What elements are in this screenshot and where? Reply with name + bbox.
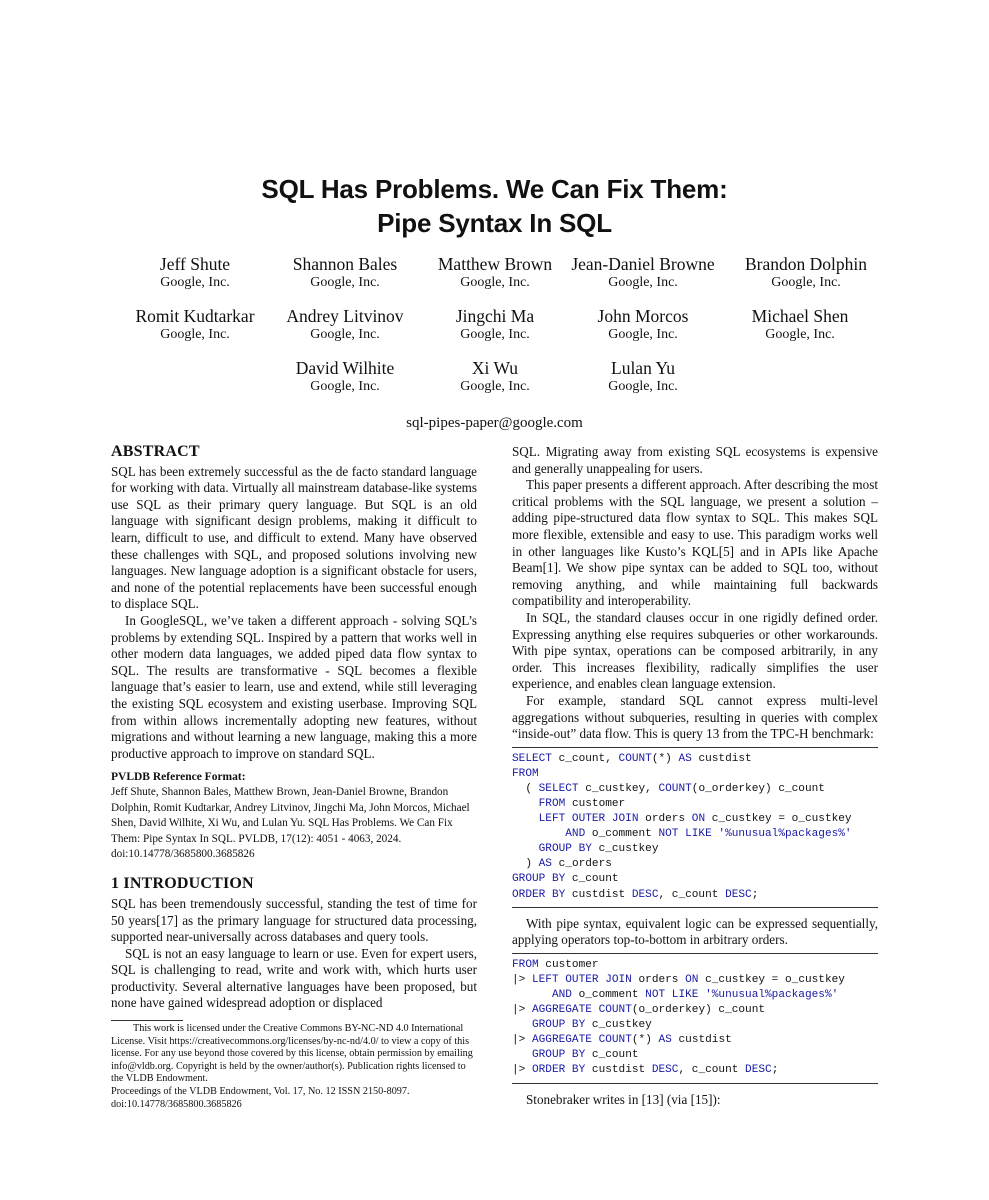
code-text: (o_orderkey) c_count: [691, 782, 825, 795]
code-line: [512, 1018, 878, 1033]
code-keyword: LEFT OUTER JOIN: [531, 973, 632, 986]
code-text: (*): [651, 752, 679, 765]
author-affiliation: Google, Inc.: [160, 275, 230, 290]
footnote: [111, 1023, 477, 1111]
code-line: [512, 812, 878, 827]
code-line: [512, 767, 878, 782]
code-line: [512, 888, 878, 903]
code-line: [512, 827, 878, 842]
code-text: c_custkey: [585, 1019, 652, 1032]
code-line: [512, 842, 878, 857]
author-affiliation: Google, Inc.: [160, 327, 230, 342]
author-affiliation: Google, Inc.: [771, 275, 841, 290]
author-block: [260, 306, 430, 344]
author-affiliation: Google, Inc.: [460, 327, 530, 342]
code-text: o_comment: [585, 828, 659, 841]
right-paragraph-2: In SQL, the standard clauses occur in one rigidly defined order. Expressing anything else requires subqueries or other workarounds. With pipe syntax, operations can be composed arbitrarily, in any order. This increases flexibility, radically simplifies the user experience, and enables clean language extension.: [512, 609, 878, 692]
paper-title-line-1: SQL Has Problems. We Can Fix Them:: [261, 174, 728, 204]
code-keyword: COUNT: [618, 752, 652, 765]
code-text: [592, 1004, 599, 1016]
code-line: [512, 973, 878, 988]
author-name: Romit Kudtarkar: [135, 306, 255, 326]
author-affiliation: Google, Inc.: [310, 379, 380, 394]
author-name: Jean-Daniel Browne: [571, 254, 715, 274]
author-name: Jeff Shute: [159, 254, 231, 274]
author-block: [721, 254, 891, 292]
code-text: custdist: [585, 1064, 652, 1077]
code-text: |>: [512, 1064, 532, 1077]
author-block: [558, 306, 728, 344]
author-block: [260, 358, 430, 396]
code-text: custdist: [565, 888, 632, 901]
code-keyword: COUNT: [658, 782, 692, 795]
author-name: Lulan Yu: [611, 358, 675, 378]
code-keyword: FROM: [512, 958, 539, 971]
code-keyword: NOT LIKE: [645, 989, 699, 1001]
author-affiliation: Google, Inc.: [765, 327, 835, 342]
code-keyword: AND: [565, 828, 586, 841]
code-keyword: DESC: [651, 1064, 679, 1077]
footnote-rule: [111, 1020, 183, 1021]
right-paragraph-0: SQL. Migrating away from existing SQL ecosystems is expensive and generally unappealing for users.: [512, 444, 878, 476]
right-paragraph-5: Stonebraker writes in [13] (via [15]):: [526, 1091, 721, 1107]
right-paragraph-4: With pipe syntax, equivalent logic can be expressed sequentially, applying operators top-to-bottom in arbitrary orders.: [512, 915, 878, 948]
left-column: [111, 444, 477, 1111]
pvldb-reference-text: Jeff Shute, Shannon Bales, Matthew Brown, Jean-Daniel Browne, Brandon Dolphin, Romit Kudtarkar, Andrey Litvinov, Jingchi Ma, John Morcos, Michael Shen, David Wilhite, Xi Wu, and Lulan Yu. SQL Has Problems. We Can Fix Them: Pipe Syntax In SQL. PVLDB, 17(12): 4051 - 4063, 2024.: [111, 786, 470, 845]
author-affiliation: Google, Inc.: [460, 275, 530, 290]
sql-code-listing-standard: [512, 747, 878, 908]
code-line: [512, 752, 878, 767]
code-keyword: AS: [658, 1034, 672, 1047]
code-line: [512, 958, 878, 973]
abstract-paragraph-2: In GoogleSQL, we’ve taken a different approach - solving SQL’s problems by extending SQL. Inspired by a pattern that works well in other modern data languages, we added piped data flow syntax to SQL. The results are transformative - SQL becomes a flexible language that’s easier to learn, use and extend, while still leveraging the existing SQL ecosystem and existing userbase. Improving SQL from within allows incrementally adopting new features, without migrations and without learning a new language, making this a more productive approach to improve on standard SQL.: [111, 612, 477, 761]
code-text: [512, 843, 539, 855]
footnote-proceedings: Proceedings of the VLDB Endowment, Vol. 17, No. 12 ISSN 2150-8097.: [111, 1086, 410, 1098]
author-affiliation: Google, Inc.: [608, 379, 678, 394]
code-text: c_count,: [551, 752, 619, 765]
code-keyword: SELECT: [538, 782, 579, 795]
code-keyword: LEFT OUTER JOIN: [538, 813, 639, 826]
author-name: Brandon Dolphin: [744, 254, 867, 274]
code-text: [592, 1034, 599, 1046]
code-text: ;: [751, 888, 759, 901]
introduction-heading: 1 INTRODUCTION: [111, 875, 254, 893]
pvldb-reference-heading: PVLDB Reference Format:: [111, 771, 246, 784]
code-keyword: ORDER BY: [531, 1064, 586, 1077]
author-block: [410, 254, 580, 292]
code-text: c_custkey,: [578, 782, 659, 795]
author-name: Matthew Brown: [437, 254, 553, 274]
code-text: |>: [512, 973, 532, 986]
introduction-paragraph-2: SQL is not an easy language to learn or use. Even for expert users, SQL is challenging to read, write and work with, which hurts user productivity. Several alternative languages have been proposed, but none have gained widespread adoption or displaced: [111, 945, 477, 1011]
author-block: [410, 306, 580, 344]
author-affiliation: Google, Inc.: [310, 275, 380, 290]
code-text: , c_count: [678, 1064, 746, 1077]
code-text: [512, 1049, 532, 1061]
code-keyword: NOT LIKE: [658, 828, 712, 841]
author-block: [110, 306, 280, 344]
code-keyword: DESC: [725, 888, 752, 901]
code-keyword: FROM: [512, 767, 539, 780]
author-name: Jingchi Ma: [455, 306, 535, 326]
abstract-paragraph-1: SQL has been extremely successful as the de facto standard language for working with data. Virtually all mainstream database-like systems use SQL as their primary query language. But SQL is an old language with significant design problems, making it difficult to learn, difficult to use, and difficult to extend. Many have observed these challenges with SQL, and proposed solutions involving new languages. New language adoption is a significant obstacle for users, and none of the potential replacements have been successful enough to displace SQL.: [111, 463, 477, 612]
code-text: orders: [638, 813, 692, 826]
code-keyword: AS: [678, 752, 692, 765]
paper-title-line-2: Pipe Syntax In SQL: [377, 208, 612, 238]
author-block: [558, 254, 728, 292]
code-text: [512, 1019, 532, 1031]
code-text: c_custkey = o_custkey: [705, 813, 852, 826]
code-string: '%unusual%packages%': [705, 989, 839, 1001]
author-block: [715, 306, 885, 344]
author-affiliation: Google, Inc.: [608, 275, 678, 290]
code-keyword: FROM: [538, 797, 566, 810]
code-text: ;: [771, 1064, 779, 1077]
code-keyword: AS: [538, 858, 552, 871]
author-name: Shannon Bales: [292, 254, 398, 274]
code-keyword: ORDER BY: [512, 888, 566, 901]
code-text: customer: [565, 797, 626, 810]
contact-email[interactable]: sql-pipes-paper@google.com: [406, 415, 583, 431]
code-keyword: GROUP BY: [538, 843, 592, 856]
code-line: [512, 797, 878, 812]
right-paragraph-3: For example, standard SQL cannot express multi-level aggregations without subqueries, resulting in queries with complex “inside-out” data flow. This is query 13 from the TPC-H benchmark:: [512, 692, 878, 742]
code-text: c_orders: [551, 858, 612, 871]
code-keyword: DESC: [631, 888, 659, 901]
code-text: customer: [538, 958, 599, 971]
right-column: [512, 444, 878, 1108]
code-keyword: GROUP BY: [512, 873, 566, 886]
code-text: c_custkey: [591, 843, 659, 856]
code-keyword: AGGREGATE: [531, 1004, 592, 1017]
author-block: [110, 254, 280, 292]
code-text: (*): [631, 1034, 659, 1047]
code-line: [512, 1063, 878, 1078]
code-keyword: ON: [685, 973, 699, 986]
code-keyword: AGGREGATE: [531, 1034, 592, 1047]
introduction-paragraph-1: SQL has been tremendously successful, standing the test of time for 50 years[17] as the primary language for structured data processing, supported near-universally across databases and query tools.: [111, 895, 477, 945]
code-text: o_comment: [571, 989, 646, 1001]
code-string: '%unusual%packages%': [718, 828, 852, 841]
author-name: John Morcos: [597, 306, 689, 326]
pvldb-reference-doi[interactable]: doi:10.14778/3685800.3685826: [111, 847, 255, 860]
code-text: custdist: [671, 1034, 732, 1047]
code-keyword: SELECT: [512, 752, 552, 765]
code-keyword: ON: [691, 813, 706, 826]
code-keyword: DESC: [745, 1064, 772, 1077]
code-line: [512, 857, 878, 872]
code-text: [512, 798, 539, 810]
author-affiliation: Google, Inc.: [608, 327, 678, 342]
code-line: [512, 1033, 878, 1048]
code-text: c_count: [585, 1049, 639, 1062]
author-name: Michael Shen: [751, 306, 849, 326]
author-name: David Wilhite: [295, 358, 395, 378]
right-paragraph-1: This paper presents a different approach. After describing the most critical problems with the SQL language, we present a solution – adding pipe-structured data flow syntax to SQL. This makes SQL more flexible, extensible and easy to use. This paradigm works well in other languages like Kusto’s KQL[5] and in APIs like Apache Beam[1]. We show pipe syntax can be added to SQL too, without removing anything, and while maintaining full backwards compatibility and interoperability.: [512, 477, 878, 609]
code-text: [512, 813, 539, 825]
code-text: (: [512, 782, 539, 795]
code-line: [512, 1003, 878, 1018]
code-text: c_custkey = o_custkey: [698, 973, 845, 986]
code-text: [512, 989, 552, 1001]
code-text: (o_orderkey) c_count: [631, 1004, 766, 1017]
code-text: |>: [512, 1004, 532, 1017]
footnote-doi[interactable]: doi:10.14778/3685800.3685826: [111, 1098, 242, 1110]
code-text: c_count: [565, 873, 619, 886]
footnote-license: This work is licensed under the Creative Commons BY-NC-ND 4.0 International License. Visit https://creativecommons.org/licenses/by-nc-nd/4.0/ to view a copy of this license. For any use beyond those covered by this license, obtain permission by emailing info@vldb.org. Copyright is held by the owner/author(s). Publication rights licensed to the VLDB Endowment.: [111, 1023, 473, 1085]
code-text: [512, 828, 565, 840]
code-keyword: GROUP BY: [531, 1049, 586, 1062]
sql-code-listing-pipe: [512, 953, 878, 1084]
code-text: ): [512, 858, 539, 871]
author-affiliation: Google, Inc.: [310, 327, 380, 342]
code-keyword: GROUP BY: [531, 1019, 586, 1032]
code-keyword: AND: [551, 989, 572, 1001]
code-line: [512, 872, 878, 887]
author-affiliation: Google, Inc.: [460, 379, 530, 394]
code-line: [512, 1048, 878, 1063]
paper-title: [0, 172, 989, 240]
author-block: [410, 358, 580, 396]
code-keyword: COUNT: [598, 1004, 632, 1017]
code-text: orders: [631, 973, 686, 986]
code-line: [512, 988, 878, 1003]
code-text: custdist: [691, 752, 752, 765]
author-name: Andrey Litvinov: [286, 306, 404, 326]
author-block: [260, 254, 430, 292]
author-block: [558, 358, 728, 396]
abstract-heading: ABSTRACT: [111, 443, 200, 460]
code-keyword: COUNT: [598, 1034, 632, 1047]
author-name: Xi Wu: [471, 358, 519, 378]
code-text: , c_count: [658, 888, 726, 901]
code-line: [512, 782, 878, 797]
code-text: |>: [512, 1034, 532, 1047]
